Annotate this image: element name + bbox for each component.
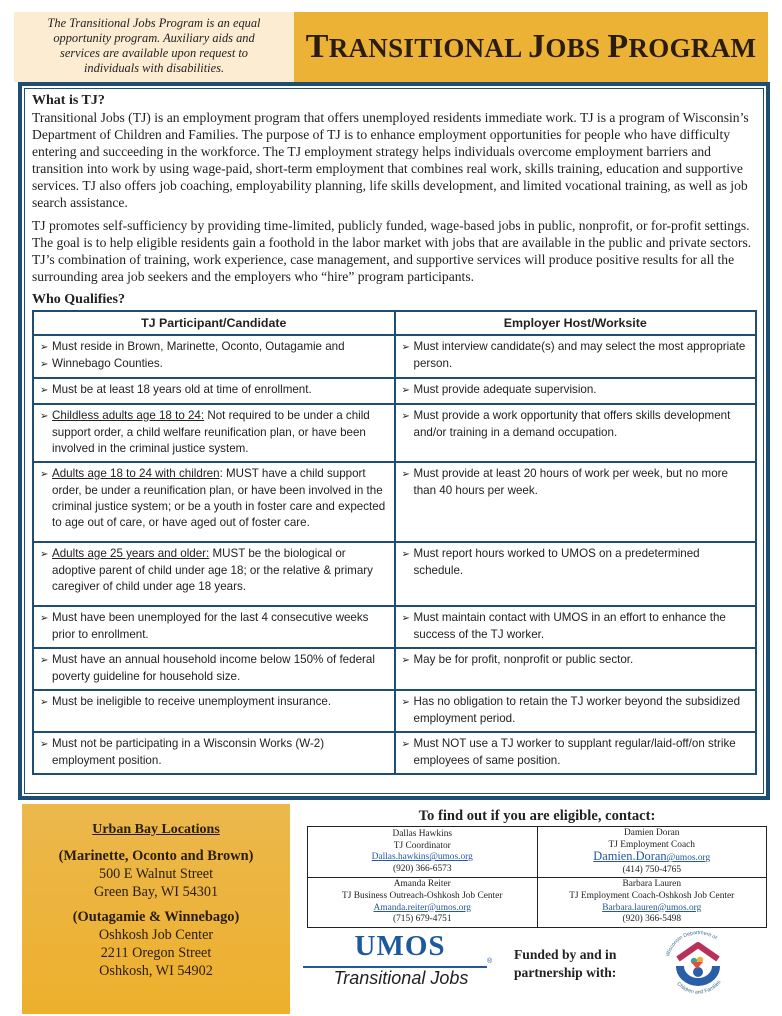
bullet-item	[38, 610, 390, 643]
criteria-text: MUST be the biological or adoptive parent of child under age 18; or the relative & primary caregiver of child under age 18 years.	[52, 547, 373, 593]
criteria-text: Must be at least 18 years old at time of enrollment.	[52, 383, 312, 396]
dcf-logo-top-text: Wisconsin Department of	[665, 929, 718, 958]
arrow-bullet-icon: ➢	[40, 342, 49, 353]
criteria-text: Has no obligation to retain the TJ worker beyond the subsidized employment period.	[413, 695, 741, 725]
criteria-text: Must maintain contact with UMOS in an effort to enhance the success of the TJ worker.	[413, 611, 726, 641]
participant-cell	[33, 462, 395, 542]
title-initial: J	[528, 28, 546, 65]
contact-phone: (715) 679-4751	[392, 914, 452, 925]
criteria-label: Childless adults age 18 to 24:	[52, 409, 205, 422]
table-row	[33, 404, 756, 462]
participant-cell	[33, 732, 395, 774]
arrow-bullet-icon: ➢	[40, 469, 49, 480]
column-header-participant: TJ Participant/Candidate	[33, 311, 395, 335]
criteria-text: May be for profit, nonprofit or public sector.	[413, 653, 634, 666]
employer-cell	[395, 732, 757, 774]
bullet-item	[38, 694, 390, 711]
qualifications-table	[32, 310, 757, 775]
participant-cell	[33, 404, 395, 462]
title-initial: T	[305, 28, 329, 65]
about-paragraph: Transitional Jobs (TJ) is an employment program that offers unemployed residents immediate work. TJ is a program of Wisconsin’s Department of Children and Families. The purpose of TJ is to enhance employment opportunities for people who have difficulty entering and succeeding in the workforce. The TJ employment strategy helps individuals overcome employment barriers and transition into work by using wage-paid, short-term employment that combines real work, skills training, education and supportive services. TJ also offers job coaching, employability planning, life skills development, and limited vocational training, as well as job search assistance.	[32, 110, 749, 210]
notice-line: opportunity program. Auxiliary aids and	[53, 31, 255, 45]
bullet-item	[38, 382, 390, 399]
contact-role: TJ Employment Coach-Oshkosh Job Center	[569, 890, 735, 901]
contact-email-domain[interactable]: @umos.org	[666, 853, 711, 864]
contact-phone: (414) 750-4765	[622, 864, 682, 875]
location-address-line: 500 E Walnut Street	[98, 866, 214, 882]
contact-name: Barbara Lauren	[622, 879, 682, 890]
location-address-line: Oshkosh Job Center	[98, 927, 214, 943]
about-paragraph: TJ promotes self-sufficiency by providing time-limited, publicly funded, wage-based jobs in public, nonprofit, or for-profit settings. The goal is to help eligible residents gain a foothold in the labor market with jobs that are available in the public and private sectors. TJ’s combination of training, work experience, case management, and supportive services will produce positive results for all the surrounding area job seekers and the employers who “hire” program participants.	[32, 218, 752, 284]
bullet-item	[38, 652, 390, 685]
funded-by-text	[514, 946, 634, 982]
contacts-row	[308, 827, 767, 878]
title-banner	[294, 12, 768, 82]
umos-logo-subtitle: Transitional Jobs	[333, 968, 469, 988]
bullet-item	[400, 546, 752, 579]
title-rest: OBS	[545, 33, 601, 63]
main-content-box	[18, 82, 770, 800]
title-rest: RANSITIONAL	[328, 33, 522, 63]
employer-cell	[395, 648, 757, 690]
arrow-bullet-icon: ➢	[40, 613, 49, 624]
criteria-text: Must be ineligible to receive unemployment insurance.	[52, 695, 332, 708]
contact-role: TJ Coordinator	[393, 840, 451, 851]
funded-line: partnership with:	[514, 965, 617, 980]
table-row	[33, 335, 756, 378]
contact-heading: To find out if you are eligible, contact:	[418, 808, 656, 824]
contact-email-link[interactable]: Barbara.lauren@umos.org	[602, 902, 702, 913]
arrow-bullet-icon: ➢	[40, 549, 49, 560]
arrow-bullet-icon: ➢	[401, 549, 410, 560]
bullet-item	[400, 652, 752, 669]
location-region: (Outagamie & Winnebago)	[72, 909, 240, 925]
employer-cell	[395, 690, 757, 732]
arrow-bullet-icon: ➢	[40, 411, 49, 422]
employer-cell	[395, 542, 757, 606]
locations-panel	[22, 804, 290, 1014]
contact-email-link[interactable]: Dallas.hawkins@umos.org	[371, 852, 473, 863]
contact-phone: (920) 366-5498	[622, 914, 682, 925]
title-initial: P	[607, 28, 629, 65]
contact-card	[308, 878, 538, 927]
employer-cell	[395, 606, 757, 648]
participant-cell	[33, 542, 395, 606]
main-content-inner	[24, 88, 764, 794]
arrow-bullet-icon: ➢	[401, 739, 410, 750]
arrow-bullet-icon: ➢	[40, 739, 49, 750]
bullet-item	[400, 408, 752, 441]
table-row	[33, 732, 756, 774]
contact-card	[308, 827, 538, 878]
criteria-text: : MUST have a child support order, be under a reunification plan, or have been involved in the criminal justice system; or be a youth in foster care and expected to age out of care, or have aged out of foster care.	[52, 467, 386, 529]
criteria-text: Must NOT use a TJ worker to supplant regular/laid-off/on strike employees of same position.	[413, 737, 736, 767]
criteria-text: Must reside in Brown, Marinette, Oconto, Outagamie and	[52, 340, 345, 353]
employer-cell	[395, 335, 757, 378]
umos-logo	[303, 930, 495, 996]
contact-name: Dallas Hawkins	[392, 829, 453, 839]
criteria-text: Not required to be under a child support order, a child welfare reunification plan, or have been involved in the criminal justice system.	[52, 409, 370, 455]
participant-cell	[33, 606, 395, 648]
contact-role: TJ Employment Coach	[608, 839, 695, 850]
registered-mark: ®	[487, 958, 493, 965]
bullet-item	[400, 382, 752, 399]
criteria-text: Must have been unemployed for the last 4 consecutive weeks prior to enrollment.	[52, 611, 369, 641]
equal-opportunity-notice	[14, 12, 294, 82]
criteria-text: Must not be participating in a Wisconsin Works (W-2) employment position.	[52, 737, 325, 767]
table-row	[33, 542, 756, 606]
bullet-item	[400, 736, 752, 769]
dcf-logo-bottom-text: Children and Families	[675, 979, 723, 996]
column-header-employer: Employer Host/Worksite	[395, 311, 757, 335]
employer-cell	[395, 378, 757, 404]
contact-phone: (920) 366-6573	[392, 863, 452, 874]
location-address-line: Oshkosh, WI 54902	[99, 963, 213, 979]
table-header-row	[33, 311, 756, 335]
bullet-item	[38, 356, 390, 373]
table-row	[33, 606, 756, 648]
location-region: (Marinette, Oconto and Brown)	[58, 848, 254, 864]
arrow-bullet-icon: ➢	[40, 697, 49, 708]
criteria-text: Must provide adequate supervision.	[413, 383, 597, 396]
arrow-bullet-icon: ➢	[401, 613, 410, 624]
arrow-bullet-icon: ➢	[40, 359, 49, 370]
contact-role: TJ Business Outreach-Oshkosh Job Center	[342, 890, 503, 901]
criteria-text: Must provide at least 20 hours of work per week, but no more than 40 hours per week.	[413, 467, 728, 497]
contact-card	[537, 878, 767, 927]
bullet-item	[400, 466, 752, 499]
figure-head-icon	[693, 967, 703, 977]
employer-cell	[395, 462, 757, 542]
criteria-label: Adults age 18 to 24 with children	[52, 467, 220, 480]
arrow-bullet-icon: ➢	[401, 342, 410, 353]
funded-line: Funded by and in	[514, 947, 617, 962]
qualifications-body	[33, 335, 756, 774]
participant-cell	[33, 690, 395, 732]
bullet-item	[38, 466, 390, 531]
wisconsin-dcf-logo	[660, 926, 736, 1002]
arrow-bullet-icon: ➢	[40, 655, 49, 666]
contacts-row	[308, 878, 767, 927]
criteria-text: Must interview candidate(s) and may select the most appropriate person.	[413, 340, 746, 370]
what-is-tj-heading: What is TJ?	[32, 93, 105, 108]
house-roof-icon	[678, 945, 718, 959]
criteria-text: Must provide a work opportunity that offers skills development and/or training in a demand occupation.	[413, 409, 731, 439]
arrow-bullet-icon: ➢	[401, 697, 410, 708]
locations-title: Urban Bay Locations	[92, 822, 220, 837]
criteria-text: Must report hours worked to UMOS on a predetermined schedule.	[413, 547, 700, 577]
contact-email-link[interactable]: Amanda.reiter@umos.org	[373, 902, 471, 913]
bullet-item	[38, 339, 390, 356]
notice-line: individuals with disabilities.	[83, 61, 225, 75]
arrow-bullet-icon: ➢	[401, 469, 410, 480]
participant-cell	[33, 648, 395, 690]
criteria-text: Winnebago Counties.	[52, 357, 163, 370]
criteria-text: Must have an annual household income below 150% of federal poverty guideline for household size.	[52, 653, 375, 683]
contact-name: Amanda Reiter	[393, 879, 451, 890]
title-rest: ROGRAM	[628, 33, 757, 63]
bullet-item	[400, 339, 752, 372]
arrow-bullet-icon: ➢	[401, 385, 410, 396]
employer-cell	[395, 404, 757, 462]
contact-card	[537, 827, 767, 878]
participant-cell	[33, 335, 395, 378]
criteria-label: Adults age 25 years and older:	[52, 547, 210, 560]
contact-email-user[interactable]: Damien.Doran	[593, 849, 667, 864]
bullet-item	[400, 610, 752, 643]
table-row	[33, 378, 756, 404]
location-address-line: Green Bay, WI 54301	[93, 884, 219, 900]
participant-cell	[33, 378, 395, 404]
umos-logo-word: UMOS	[354, 930, 446, 962]
contacts-table	[307, 826, 767, 928]
bullet-item	[38, 546, 390, 595]
bullet-item	[400, 694, 752, 727]
table-row	[33, 690, 756, 732]
notice-line: The Transitional Jobs Program is an equal	[47, 16, 261, 30]
page-title	[306, 28, 757, 66]
heart-icon	[691, 962, 703, 969]
who-qualifies-heading: Who Qualifies?	[32, 292, 125, 307]
contact-name: Damien Doran	[624, 828, 680, 838]
arrow-bullet-icon: ➢	[401, 655, 410, 666]
location-address-line: 2211 Oregon Street	[100, 945, 212, 961]
bullet-item	[38, 408, 390, 457]
arrow-bullet-icon: ➢	[40, 385, 49, 396]
table-row	[33, 462, 756, 542]
bullet-item	[38, 736, 390, 769]
table-row	[33, 648, 756, 690]
notice-line: services are available upon request to	[60, 46, 248, 60]
arrow-bullet-icon: ➢	[401, 411, 410, 422]
contact-email-link[interactable]	[540, 851, 765, 865]
